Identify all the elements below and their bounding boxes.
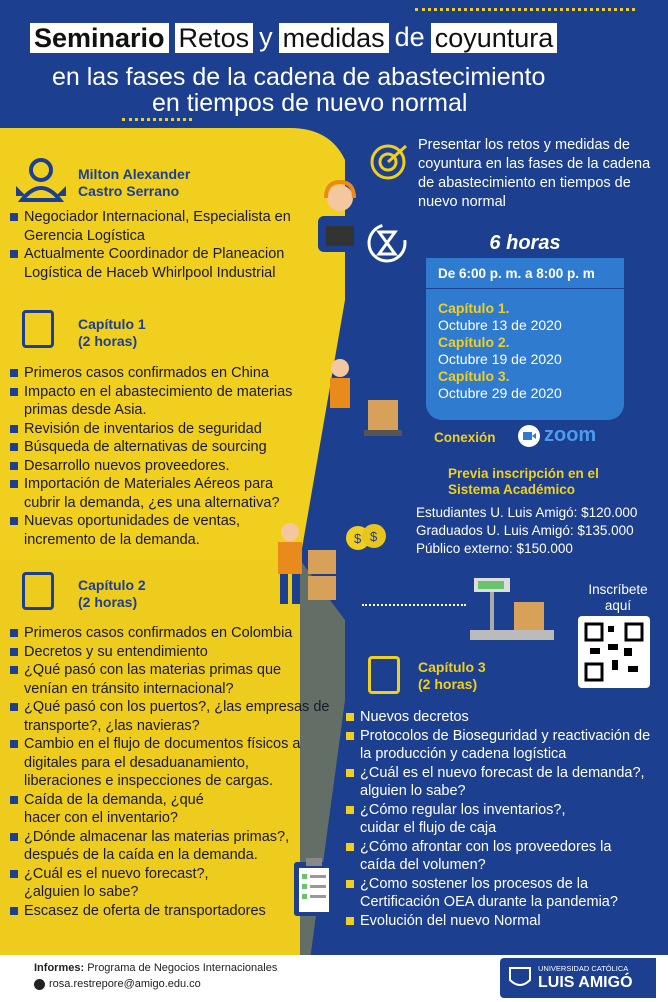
chapter1-title-text: Capítulo 1 bbox=[78, 316, 146, 332]
price-item: Graduados U. Luis Amigó: $135.000 bbox=[416, 523, 634, 538]
schedule-card bbox=[426, 258, 624, 420]
session-date: Octubre 29 de 2020 bbox=[438, 385, 562, 401]
title-dots-bottom bbox=[122, 118, 192, 121]
title-medidas: medidas bbox=[279, 23, 389, 53]
price-list bbox=[416, 504, 666, 558]
coins-icon bbox=[344, 518, 388, 554]
chapter2-doc-icon bbox=[22, 572, 54, 610]
list-item: Importación de Materiales Aéreos para cubrir la demanda, ¿es una alternativa? bbox=[10, 475, 310, 512]
chapter1-hours: (2 horas) bbox=[78, 333, 138, 349]
list-item: ¿Cuál es el nuevo forecast de la demanda?, alguien lo sabe? bbox=[346, 764, 656, 801]
list-item: ¿Cuál es el nuevo forecast?, ¿alguien lo sabe? bbox=[10, 865, 234, 902]
session-date: Octubre 19 de 2020 bbox=[438, 351, 562, 367]
list-item: Caída de la demanda, ¿qué hacer con el inventario? bbox=[10, 791, 244, 828]
list-item: Nuevos decretos bbox=[346, 708, 656, 727]
chapter1-list bbox=[10, 364, 310, 549]
chapter3-hours: (2 horas) bbox=[418, 676, 478, 692]
title-retos: Retos bbox=[175, 23, 254, 53]
svg-text:$: $ bbox=[370, 529, 378, 544]
title-seminario: Seminario bbox=[30, 23, 169, 53]
connection-label: Conexión bbox=[434, 430, 496, 445]
scale-illustration bbox=[468, 574, 560, 646]
list-item: Revisión de inventarios de seguridad bbox=[10, 420, 310, 439]
title-line3: en tiempos de nuevo normal bbox=[152, 89, 468, 117]
svg-text:$: $ bbox=[354, 531, 362, 546]
list-item: Primeros casos confirmados en Colombia bbox=[10, 624, 340, 643]
list-item: Protocolos de Bioseguridad y reactivación de la producción y cadena logística bbox=[346, 727, 656, 764]
scale-dots bbox=[362, 604, 466, 606]
list-item: Primeros casos confirmados en China bbox=[10, 364, 310, 383]
checklist-illustration bbox=[292, 856, 336, 918]
email-text: rosa.restrepore@amigo.edu.co bbox=[49, 978, 201, 990]
zoom-camera-icon bbox=[518, 425, 540, 447]
schedule-time: De 6:00 p. m. a 8:00 p. m bbox=[438, 266, 595, 281]
logo-main-text: LUIS AMIGÓ bbox=[538, 974, 633, 991]
hourglass-icon bbox=[366, 222, 408, 264]
register-cta: Inscríbete aquí bbox=[588, 582, 648, 613]
zoom-logo[interactable] bbox=[518, 424, 596, 447]
list-item: ¿Qué pasó con las materias primas que venían en tránsito internacional? bbox=[10, 661, 314, 698]
list-item: Impacto en el abastecimiento de materias primas desde Asia. bbox=[10, 383, 310, 420]
speaker-bullets bbox=[10, 208, 310, 282]
footer-email[interactable] bbox=[34, 978, 201, 990]
objective-text: Presentar los retos y medidas de coyuntura en las fases de la cadena de abastecimiento en tiempos de nuevo normal bbox=[418, 137, 651, 210]
warehouse-worker-illustration bbox=[318, 356, 404, 442]
session-label: Capítulo 2. bbox=[438, 334, 510, 350]
speaker-bullet: Actualmente Coordinador de Planeacion Logística de Haceb Whirlpool Industrial bbox=[10, 245, 310, 282]
chapter2-hours: (2 horas) bbox=[78, 594, 138, 610]
informes-label: Informes: bbox=[34, 962, 85, 974]
price-item: Estudiantes U. Luis Amigó: $120.000 bbox=[416, 505, 638, 520]
session-label: Capítulo 1. bbox=[438, 300, 510, 316]
title-y: y bbox=[259, 22, 273, 52]
informes-value: Programa de Negocios Internacionales bbox=[87, 962, 278, 974]
chapter2-list bbox=[10, 624, 340, 920]
chapter2-title bbox=[78, 577, 146, 611]
chapter3-title bbox=[418, 659, 486, 693]
list-item: Decretos y su entendimiento bbox=[10, 643, 340, 662]
logo-top-text: UNIVERSIDAD CATÓLICA bbox=[538, 964, 629, 973]
chapter1-doc-icon bbox=[22, 310, 54, 348]
title-dots-top bbox=[415, 8, 635, 11]
title-row bbox=[30, 22, 557, 53]
speaker-bullet: Negociador Internacional, Especialista en Gerencia Logística bbox=[10, 208, 310, 245]
speaker-name: Milton Alexander Castro Serrano bbox=[78, 166, 191, 199]
chapter3-title-text: Capítulo 3 bbox=[418, 659, 486, 675]
title-coyuntura: coyuntura bbox=[431, 23, 558, 53]
university-logo bbox=[500, 958, 656, 998]
title-de: de bbox=[394, 22, 425, 52]
list-item: Evolución del nuevo Normal bbox=[346, 912, 656, 931]
price-item: Público externo: $150.000 bbox=[416, 541, 573, 556]
schedule-divider bbox=[426, 288, 624, 289]
zoom-text: zoom bbox=[544, 424, 597, 446]
list-item: ¿Cómo afrontar con los proveedores la caída del volumen? bbox=[346, 838, 650, 875]
list-item: ¿Dónde almacenar las materias primas?, después de la caída en la demanda. bbox=[10, 828, 314, 865]
chapter1-title bbox=[78, 316, 146, 350]
qr-code[interactable] bbox=[578, 616, 650, 688]
title-line2: en las fases de la cadena de abastecimiento bbox=[52, 63, 546, 91]
list-item: Cambio en el flujo de documentos físicos a digitales para el desaduanamiento, liberaciones e inspecciones de cargas. bbox=[10, 735, 324, 791]
list-item: Nuevas oportunidades de ventas, incremento de la demanda. bbox=[10, 512, 310, 549]
chapter3-doc-icon bbox=[368, 656, 400, 694]
speaker-icon bbox=[14, 156, 68, 202]
list-item: ¿Cómo regular los inventarios?, cuidar el flujo de caja bbox=[346, 801, 590, 838]
university-shield-icon bbox=[506, 964, 534, 992]
list-item: Escasez de oferta de transportadores bbox=[10, 902, 340, 921]
qr-code-icon bbox=[578, 616, 650, 688]
footer-informes bbox=[34, 962, 277, 974]
list-item: ¿Qué pasó con los puertos?, ¿las empresas de transporte?, ¿las navieras? bbox=[10, 698, 334, 735]
session-label: Capítulo 3. bbox=[438, 368, 510, 384]
hours-label: 6 horas bbox=[426, 232, 624, 256]
worker-clipboard-illustration bbox=[268, 520, 338, 610]
email-icon bbox=[34, 979, 45, 990]
session-date: Octubre 13 de 2020 bbox=[438, 317, 562, 333]
target-icon bbox=[368, 142, 408, 182]
list-item: ¿Como sostener los procesos de la Certificación OEA durante la pandemia? bbox=[346, 875, 660, 912]
registration-heading: Previa inscripción en el Sistema Académico bbox=[448, 466, 599, 497]
list-item: Desarrollo nuevos proveedores. bbox=[10, 457, 310, 476]
list-item: Búsqueda de alternativas de sourcing bbox=[10, 438, 310, 457]
chapter2-title-text: Capítulo 2 bbox=[78, 577, 146, 593]
session-list bbox=[438, 300, 562, 402]
chapter3-list bbox=[346, 708, 656, 930]
